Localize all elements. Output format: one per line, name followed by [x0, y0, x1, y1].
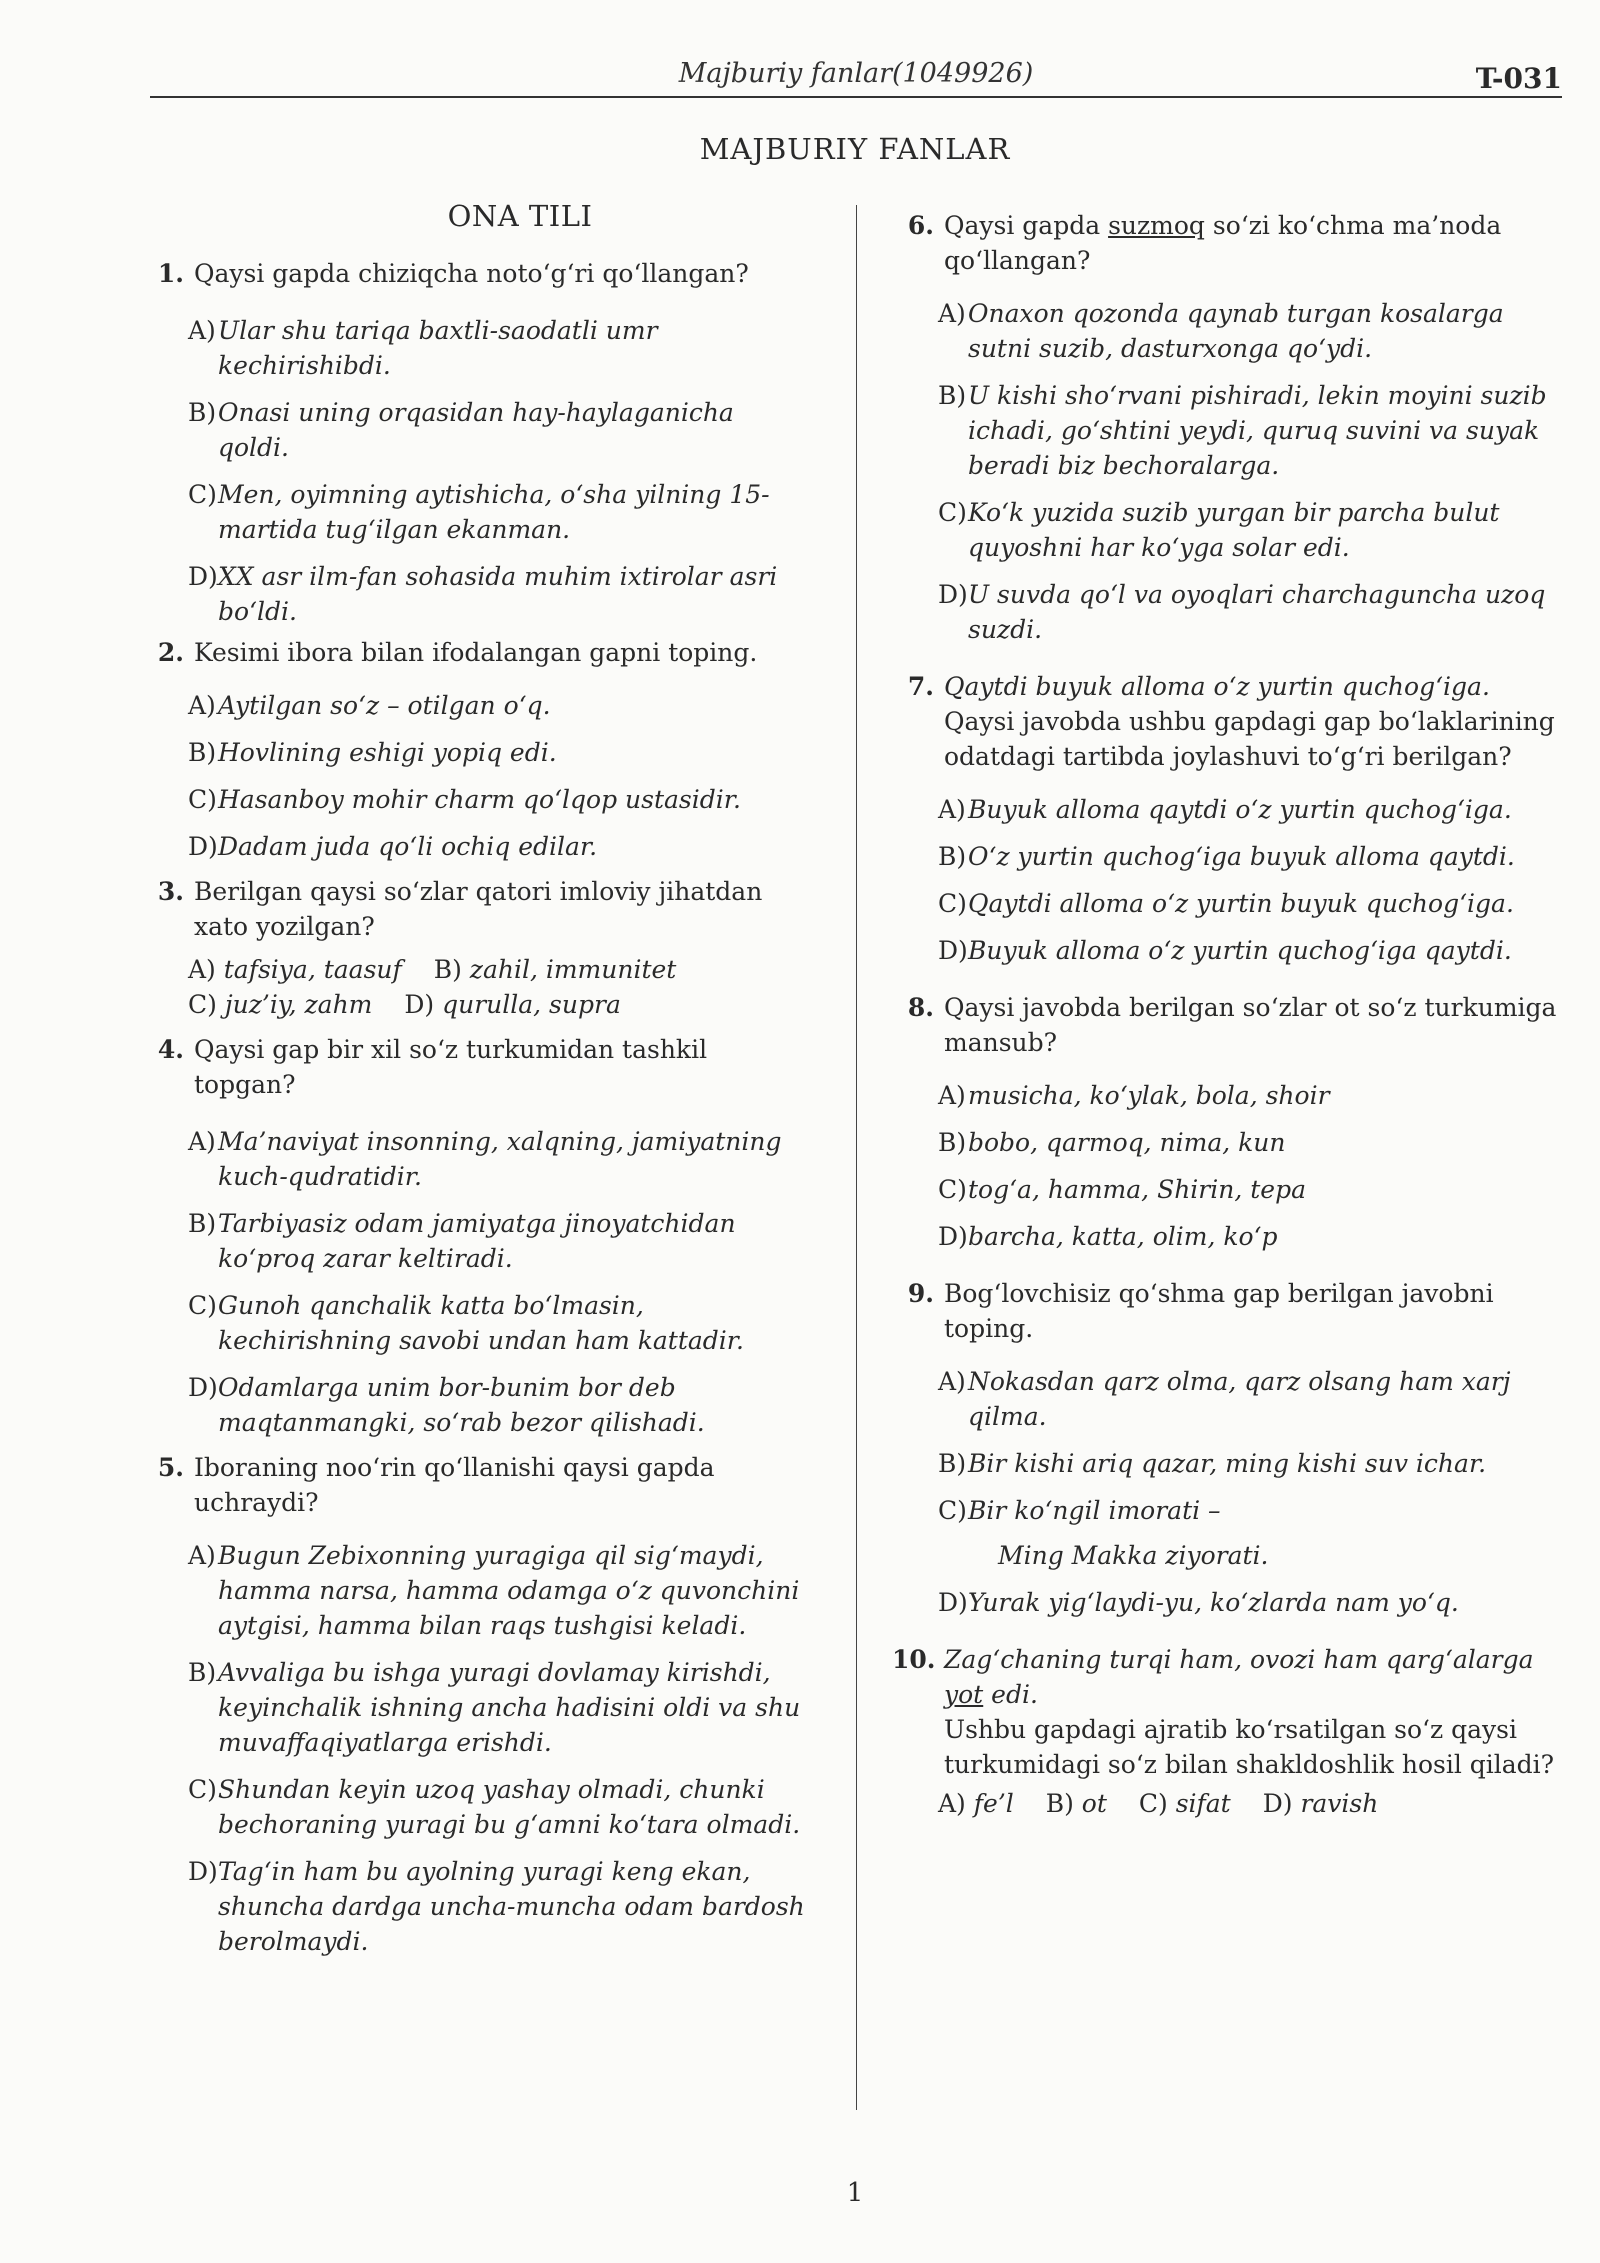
- option-letter: D): [188, 1857, 218, 1886]
- option-b[interactable]: [188, 1206, 810, 1276]
- option-letter: A): [188, 316, 216, 345]
- option-c[interactable]: [938, 495, 1560, 565]
- option-a[interactable]: [188, 955, 402, 984]
- option-text: juz’iy, zahm: [224, 990, 373, 1019]
- option-c[interactable]: [188, 1288, 810, 1358]
- option-text: O‘z yurtin quchog‘iga buyuk alloma qaytdi.: [968, 842, 1515, 871]
- option-letter: C): [188, 1775, 217, 1804]
- option-letter: A): [188, 1127, 216, 1156]
- option-letter: C): [938, 498, 967, 527]
- option-d[interactable]: [404, 990, 621, 1019]
- option-a[interactable]: [938, 1078, 1560, 1113]
- option-text: zahil, immunitet: [469, 955, 677, 984]
- left-column: [150, 195, 810, 1969]
- option-text: Tarbiyasiz odam jamiyatga jinoyatchidan ko‘proq zarar keltiradi.: [218, 1209, 736, 1273]
- option-b[interactable]: [188, 735, 810, 770]
- option-d[interactable]: [938, 1219, 1560, 1254]
- option-c[interactable]: [1139, 1789, 1231, 1818]
- question-7: [900, 669, 1560, 968]
- underlined-word: yot: [944, 1680, 984, 1709]
- right-column: [892, 208, 1560, 1831]
- question-10: [892, 1642, 1560, 1821]
- option-c[interactable]: [938, 1493, 1560, 1573]
- option-letter: B): [938, 381, 967, 410]
- option-text: Dadam juda qo‘li ochiq edilar.: [218, 832, 598, 861]
- option-text: barcha, katta, olim, ko‘p: [968, 1222, 1278, 1251]
- option-b[interactable]: [938, 1125, 1560, 1160]
- inline-options-row: [188, 987, 810, 1022]
- header-subject: Majburiy fanlar(1049926): [678, 58, 1034, 89]
- option-d[interactable]: [938, 933, 1560, 968]
- question-number: 6.: [907, 211, 934, 240]
- question-text: Qaysi gap bir xil so‘z turkumidan tashkil topgan?: [194, 1035, 708, 1099]
- section-title: ONA TILI: [447, 199, 593, 233]
- option-text: U kishi sho‘rvani pishiradi, lekin moyini suzib ichadi, go‘shtini yeydi, quruq suvini va suyak beradi biz bechoralarga.: [968, 381, 1547, 480]
- option-letter: A): [188, 1541, 216, 1570]
- question-6: [900, 208, 1560, 647]
- option-letter: B): [938, 842, 967, 871]
- option-letter: C): [1138, 1789, 1168, 1818]
- question-number: 2.: [157, 638, 184, 667]
- main-title: MAJBURIY FANLAR: [699, 132, 1011, 166]
- option-c[interactable]: [188, 477, 810, 547]
- option-letter: A): [188, 955, 216, 984]
- option-text: Gunoh qanchalik katta bo‘lmasin, kechirishning savobi undan ham kattadir.: [218, 1291, 744, 1355]
- option-letter: A): [938, 1789, 966, 1818]
- question-4: [150, 1032, 810, 1440]
- question-number: 10.: [892, 1645, 936, 1674]
- question-number: 8.: [907, 993, 934, 1022]
- question-text: [944, 208, 1560, 278]
- example-sentence: Qaytdi buyuk alloma o‘z yurtin quchog‘iga.: [944, 672, 1490, 701]
- option-text: tafsiya, taasuf: [223, 955, 402, 984]
- option-a[interactable]: [188, 313, 810, 383]
- option-letter: D): [188, 562, 218, 591]
- option-letter: B): [188, 1209, 217, 1238]
- option-letter: B): [188, 398, 217, 427]
- option-text: XX asr ilm-fan sohasida muhim ixtirolar asri bo‘ldi.: [218, 562, 778, 626]
- option-d[interactable]: [938, 577, 1560, 647]
- option-letter: A): [938, 795, 966, 824]
- question-number: 5.: [157, 1453, 184, 1482]
- inline-options-row: [938, 1786, 1560, 1821]
- option-text: Ma’naviyat insonning, xalqning, jamiyatning kuch-qudratidir.: [218, 1127, 782, 1191]
- question-9: [900, 1276, 1560, 1620]
- question-1: [150, 256, 810, 629]
- option-d[interactable]: [188, 829, 810, 864]
- option-letter: D): [1262, 1789, 1293, 1818]
- option-c[interactable]: [938, 1172, 1560, 1207]
- option-text: Ular shu tariqa baxtli-saodatli umr kechirishibdi.: [218, 316, 658, 380]
- inline-options-row: [188, 952, 810, 987]
- question-number: 7.: [907, 672, 934, 701]
- option-letter: C): [188, 785, 217, 814]
- option-a[interactable]: [938, 792, 1560, 827]
- option-c[interactable]: [188, 1772, 810, 1842]
- option-b[interactable]: [188, 395, 810, 465]
- question-8: [900, 990, 1560, 1254]
- question-text: Ushbu gapdagi ajratib ko‘rsatilgan so‘z qaysi turkumidagi so‘z bilan shakldoshlik hosil qiladi?: [944, 1715, 1555, 1779]
- option-a[interactable]: [938, 296, 1560, 366]
- option-text: Bir ko‘ngil imorati –: [968, 1496, 1221, 1525]
- option-text: ot: [1081, 1789, 1107, 1818]
- option-letter: B): [1045, 1789, 1074, 1818]
- option-text: sifat: [1175, 1789, 1231, 1818]
- question-text: Qaysi javobda berilgan so‘zlar ot so‘z turkumiga mansub?: [944, 993, 1557, 1057]
- question-2: [150, 635, 810, 864]
- option-text: Shundan keyin uzoq yashay olmadi, chunki bechoraning yuragi bu g‘amni ko‘tara olmadi.: [218, 1775, 801, 1839]
- option-a[interactable]: [188, 1124, 810, 1194]
- option-text: qurulla, supra: [442, 990, 621, 1019]
- option-text-continuation: Ming Makka ziyorati.: [998, 1541, 1269, 1570]
- option-letter: C): [188, 480, 217, 509]
- option-letter: C): [188, 990, 217, 1019]
- option-a[interactable]: [188, 688, 810, 723]
- option-b[interactable]: [188, 1655, 810, 1760]
- option-letter: D): [404, 990, 435, 1019]
- question-text-part: Qaysi gapda: [944, 211, 1109, 240]
- option-letter: A): [188, 691, 216, 720]
- option-b[interactable]: [938, 378, 1560, 483]
- option-letter: D): [188, 832, 218, 861]
- option-letter: D): [938, 1588, 968, 1617]
- option-text: musicha, ko‘ylak, bola, shoir: [968, 1081, 1330, 1110]
- option-text: Men, oyimning aytishicha, o‘sha yilning 15-martida tug‘ilgan ekanman.: [218, 480, 770, 544]
- question-5: [150, 1450, 810, 1959]
- question-text: Iboraning noo‘rin qo‘llanishi qaysi gapda uchraydi?: [194, 1453, 715, 1517]
- option-b[interactable]: [1046, 1789, 1107, 1818]
- question-text-part: so‘zi ko‘chma ma’noda qo‘llangan?: [944, 211, 1502, 275]
- option-d[interactable]: [188, 1854, 810, 1959]
- option-text: Qaytdi alloma o‘z yurtin buyuk quchog‘iga.: [968, 889, 1514, 918]
- option-a[interactable]: [188, 1538, 810, 1643]
- option-a[interactable]: [938, 1364, 1560, 1434]
- option-text: Hovlining eshigi yopiq edi.: [218, 738, 557, 767]
- underlined-word: suzmoq: [1108, 211, 1205, 240]
- example-sentence: [944, 1645, 1534, 1709]
- question-number: 1.: [157, 259, 184, 288]
- option-text: tog‘a, hamma, Shirin, tepa: [968, 1175, 1306, 1204]
- option-d[interactable]: [188, 559, 810, 629]
- option-d[interactable]: [938, 1585, 1560, 1620]
- question-text: Bog‘lovchisiz qo‘shma gap berilgan javobni toping.: [944, 1279, 1494, 1343]
- question-text: Berilgan qaysi so‘zlar qatori imloviy jihatdan xato yozilgan?: [194, 877, 763, 941]
- option-d[interactable]: [1263, 1789, 1379, 1818]
- option-text: fe’l: [973, 1789, 1014, 1818]
- option-letter: B): [188, 1658, 217, 1687]
- question-text: Kesimi ibora bilan ifodalangan gapni toping.: [194, 638, 758, 667]
- option-text: Odamlarga unim bor-bunim bor deb maqtanmangki, so‘rab bezor qilishadi.: [218, 1373, 705, 1437]
- question-number: 9.: [907, 1279, 934, 1308]
- option-letter: B): [938, 1449, 967, 1478]
- option-letter: B): [433, 955, 462, 984]
- option-text: U suvda qo‘l va oyoqlari charchaguncha uzoq suzdi.: [968, 580, 1546, 644]
- question-text: Qaysi gapda chiziqcha noto‘g‘ri qo‘llangan?: [194, 259, 749, 288]
- option-letter: C): [938, 889, 967, 918]
- option-letter: A): [938, 1081, 966, 1110]
- option-text: Ko‘k yuzida suzib yurgan bir parcha bulut quyoshni har ko‘yga solar edi.: [968, 498, 1500, 562]
- option-b[interactable]: [434, 955, 677, 984]
- option-text: Onasi uning orqasidan hay-haylaganicha qoldi.: [218, 398, 734, 462]
- option-b[interactable]: [938, 1446, 1560, 1481]
- option-text: Hasanboy mohir charm qo‘lqop ustasidir.: [218, 785, 741, 814]
- sentence-part: edi.: [983, 1680, 1038, 1709]
- option-c[interactable]: [188, 990, 372, 1019]
- option-text: Buyuk alloma qaytdi o‘z yurtin quchog‘iga.: [968, 795, 1512, 824]
- option-text: Buyuk alloma o‘z yurtin quchog‘iga qaytdi.: [968, 936, 1512, 965]
- option-letter: A): [938, 299, 966, 328]
- option-text: Aytilgan so‘z – otilgan o‘q.: [218, 691, 551, 720]
- question-text: Qaysi javobda ushbu gapdagi gap bo‘laklarining odatdagi tartibda joylashuvi to‘g‘ri berilgan?: [944, 707, 1555, 771]
- option-a[interactable]: [938, 1789, 1014, 1818]
- option-text: Yurak yig‘laydi-yu, ko‘zlarda nam yo‘q.: [968, 1588, 1459, 1617]
- option-b[interactable]: [938, 839, 1560, 874]
- option-letter: D): [938, 580, 968, 609]
- option-letter: C): [188, 1291, 217, 1320]
- option-letter: D): [188, 1373, 218, 1402]
- page-header: [150, 52, 1562, 98]
- option-letter: C): [938, 1175, 967, 1204]
- option-letter: B): [938, 1128, 967, 1157]
- option-text: Avvaliga bu ishga yuragi dovlamay kirishdi, keyinchalik ishning ancha hadisini oldi va shu muvaffaqiyatlarga erishdi.: [218, 1658, 801, 1757]
- page-number: 1: [846, 2178, 864, 2208]
- test-code: T-031: [1475, 62, 1562, 95]
- question-number: 3.: [157, 877, 184, 906]
- option-d[interactable]: [188, 1370, 810, 1440]
- option-letter: C): [938, 1496, 967, 1525]
- option-text: ravish: [1300, 1789, 1379, 1818]
- option-letter: D): [938, 1222, 968, 1251]
- sentence-part: Zag‘chaning turqi ham, ovozi ham qarg‘alarga: [944, 1645, 1534, 1674]
- option-text: Bir kishi ariq qazar, ming kishi suv ichar.: [968, 1449, 1487, 1478]
- option-text: bobo, qarmoq, nima, kun: [968, 1128, 1286, 1157]
- question-number: 4.: [157, 1035, 184, 1064]
- option-c[interactable]: [938, 886, 1560, 921]
- option-letter: D): [938, 936, 968, 965]
- option-letter: B): [188, 738, 217, 767]
- column-divider: [856, 205, 857, 2110]
- option-text: Onaxon qozonda qaynab turgan kosalarga sutni suzib, dasturxonga qo‘ydi.: [968, 299, 1504, 363]
- option-text: Nokasdan qarz olma, qarz olsang ham xarj qilma.: [968, 1367, 1511, 1431]
- option-text: Tag‘in ham bu ayolning yuragi keng ekan, shuncha dardga uncha-muncha odam bardosh berolmaydi.: [218, 1857, 805, 1956]
- option-letter: A): [938, 1367, 966, 1396]
- option-c[interactable]: [188, 782, 810, 817]
- question-3: [150, 874, 810, 1022]
- option-text: Bugun Zebixonning yuragiga qil sig‘maydi, hamma narsa, hamma odamga o‘z quvonchini aytgisi, hamma bilan raqs tushgisi keladi.: [218, 1541, 800, 1640]
